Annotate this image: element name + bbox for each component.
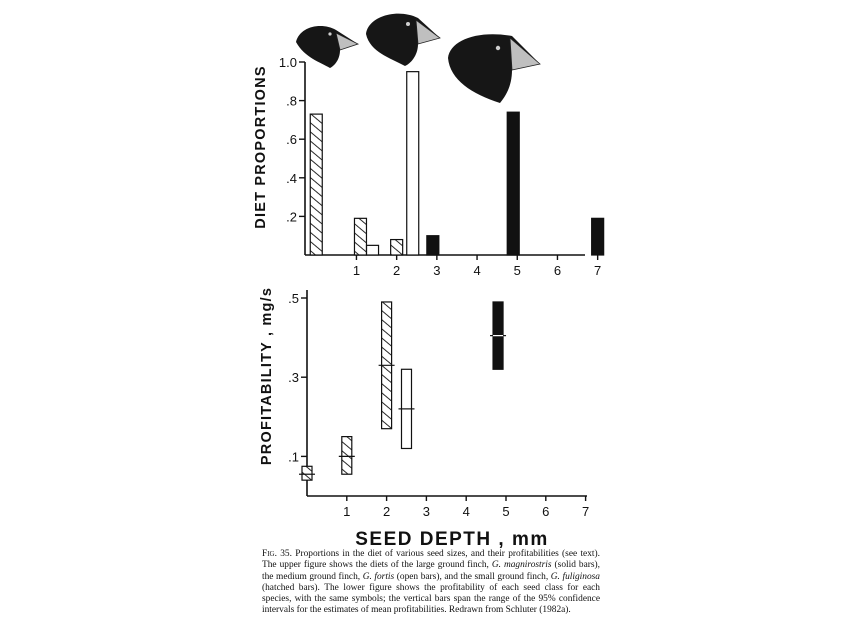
profit-y-axis-label: PROFITABILITY , mg/s (259, 286, 275, 466)
figure-caption (262, 549, 600, 617)
profit-x-tick-label: 3 (422, 504, 431, 519)
diet-y-tick-label: .2 (286, 209, 297, 225)
caption-text-1: Proportions in the diet of various seed sizes, and their profitabilities (see text). The upper figure shows the diets of the large ground finch, (262, 549, 600, 571)
caption-text-3: (open bars), and the small ground finch, (394, 571, 551, 582)
large-ground-finch-head-icon (448, 34, 540, 103)
profit-range-bar-hatched (302, 466, 312, 480)
profit-x-axis-label: SEED DEPTH , mm (355, 529, 549, 550)
caption-label: Fig. 35. (262, 549, 292, 559)
profitability-chart (259, 287, 589, 550)
diet-x-tick-label: 3 (433, 263, 441, 278)
diet-bar-open (407, 72, 419, 255)
diet-bar-solid (507, 112, 519, 255)
diet-bar-open (367, 245, 379, 255)
small-ground-finch-head-icon (296, 26, 358, 68)
diet-x-tick-label: 4 (473, 263, 481, 278)
diet-bar-hatched (310, 114, 322, 255)
caption-text-4: (hatched bars). The lower figure shows the profitability of each seed class for each species, with the same symbols; the vertical bars span the range of the 95% confidence intervals for the estimates of mean profitabilities. Redrawn from Schluter (1982a). (262, 582, 600, 616)
caption-species-3: G. fuliginosa (550, 571, 600, 582)
diet-bar-hatched (391, 240, 403, 255)
profit-x-tick-label: 5 (502, 504, 510, 519)
diet-x-tick-label: 1 (352, 263, 361, 278)
diet-x-tick-label: 6 (553, 263, 562, 278)
diet-x-tick-label: 5 (513, 263, 521, 278)
diet-y-tick-label: .6 (286, 132, 297, 148)
profit-x-tick-label: 2 (382, 504, 391, 519)
diet-bar-solid (427, 236, 439, 255)
caption-text-2: (solid bars), the medium ground finch, (262, 560, 600, 582)
caption-species-2: G. fortis (362, 571, 395, 582)
diet-x-tick-label: 2 (393, 263, 401, 278)
diet-bar-solid (592, 218, 604, 255)
profit-x-tick-label: 7 (581, 504, 590, 519)
medium-ground-finch-head-icon (366, 14, 440, 66)
profit-range-bar-hatched (342, 437, 352, 475)
diet-chart (253, 55, 604, 278)
diet-x-tick-label: 7 (594, 263, 602, 278)
caption-species-1: G. magnirostris (491, 560, 552, 571)
profit-y-tick-label: .1 (288, 449, 299, 465)
profit-y-tick-label: .5 (288, 291, 299, 306)
diet-y-tick-label: .8 (286, 93, 297, 109)
diet-y-tick-label: .4 (286, 170, 297, 186)
profit-x-tick-label: 6 (542, 504, 550, 519)
diet-y-tick-label: 1.0 (278, 55, 297, 70)
profit-y-tick-label: .3 (288, 370, 299, 386)
diet-y-axis-label: DIET PROPORTIONS (253, 65, 269, 229)
diet-bar-hatched (354, 218, 366, 255)
profit-x-tick-label: 4 (462, 504, 470, 519)
profit-x-tick-label: 1 (343, 504, 351, 519)
